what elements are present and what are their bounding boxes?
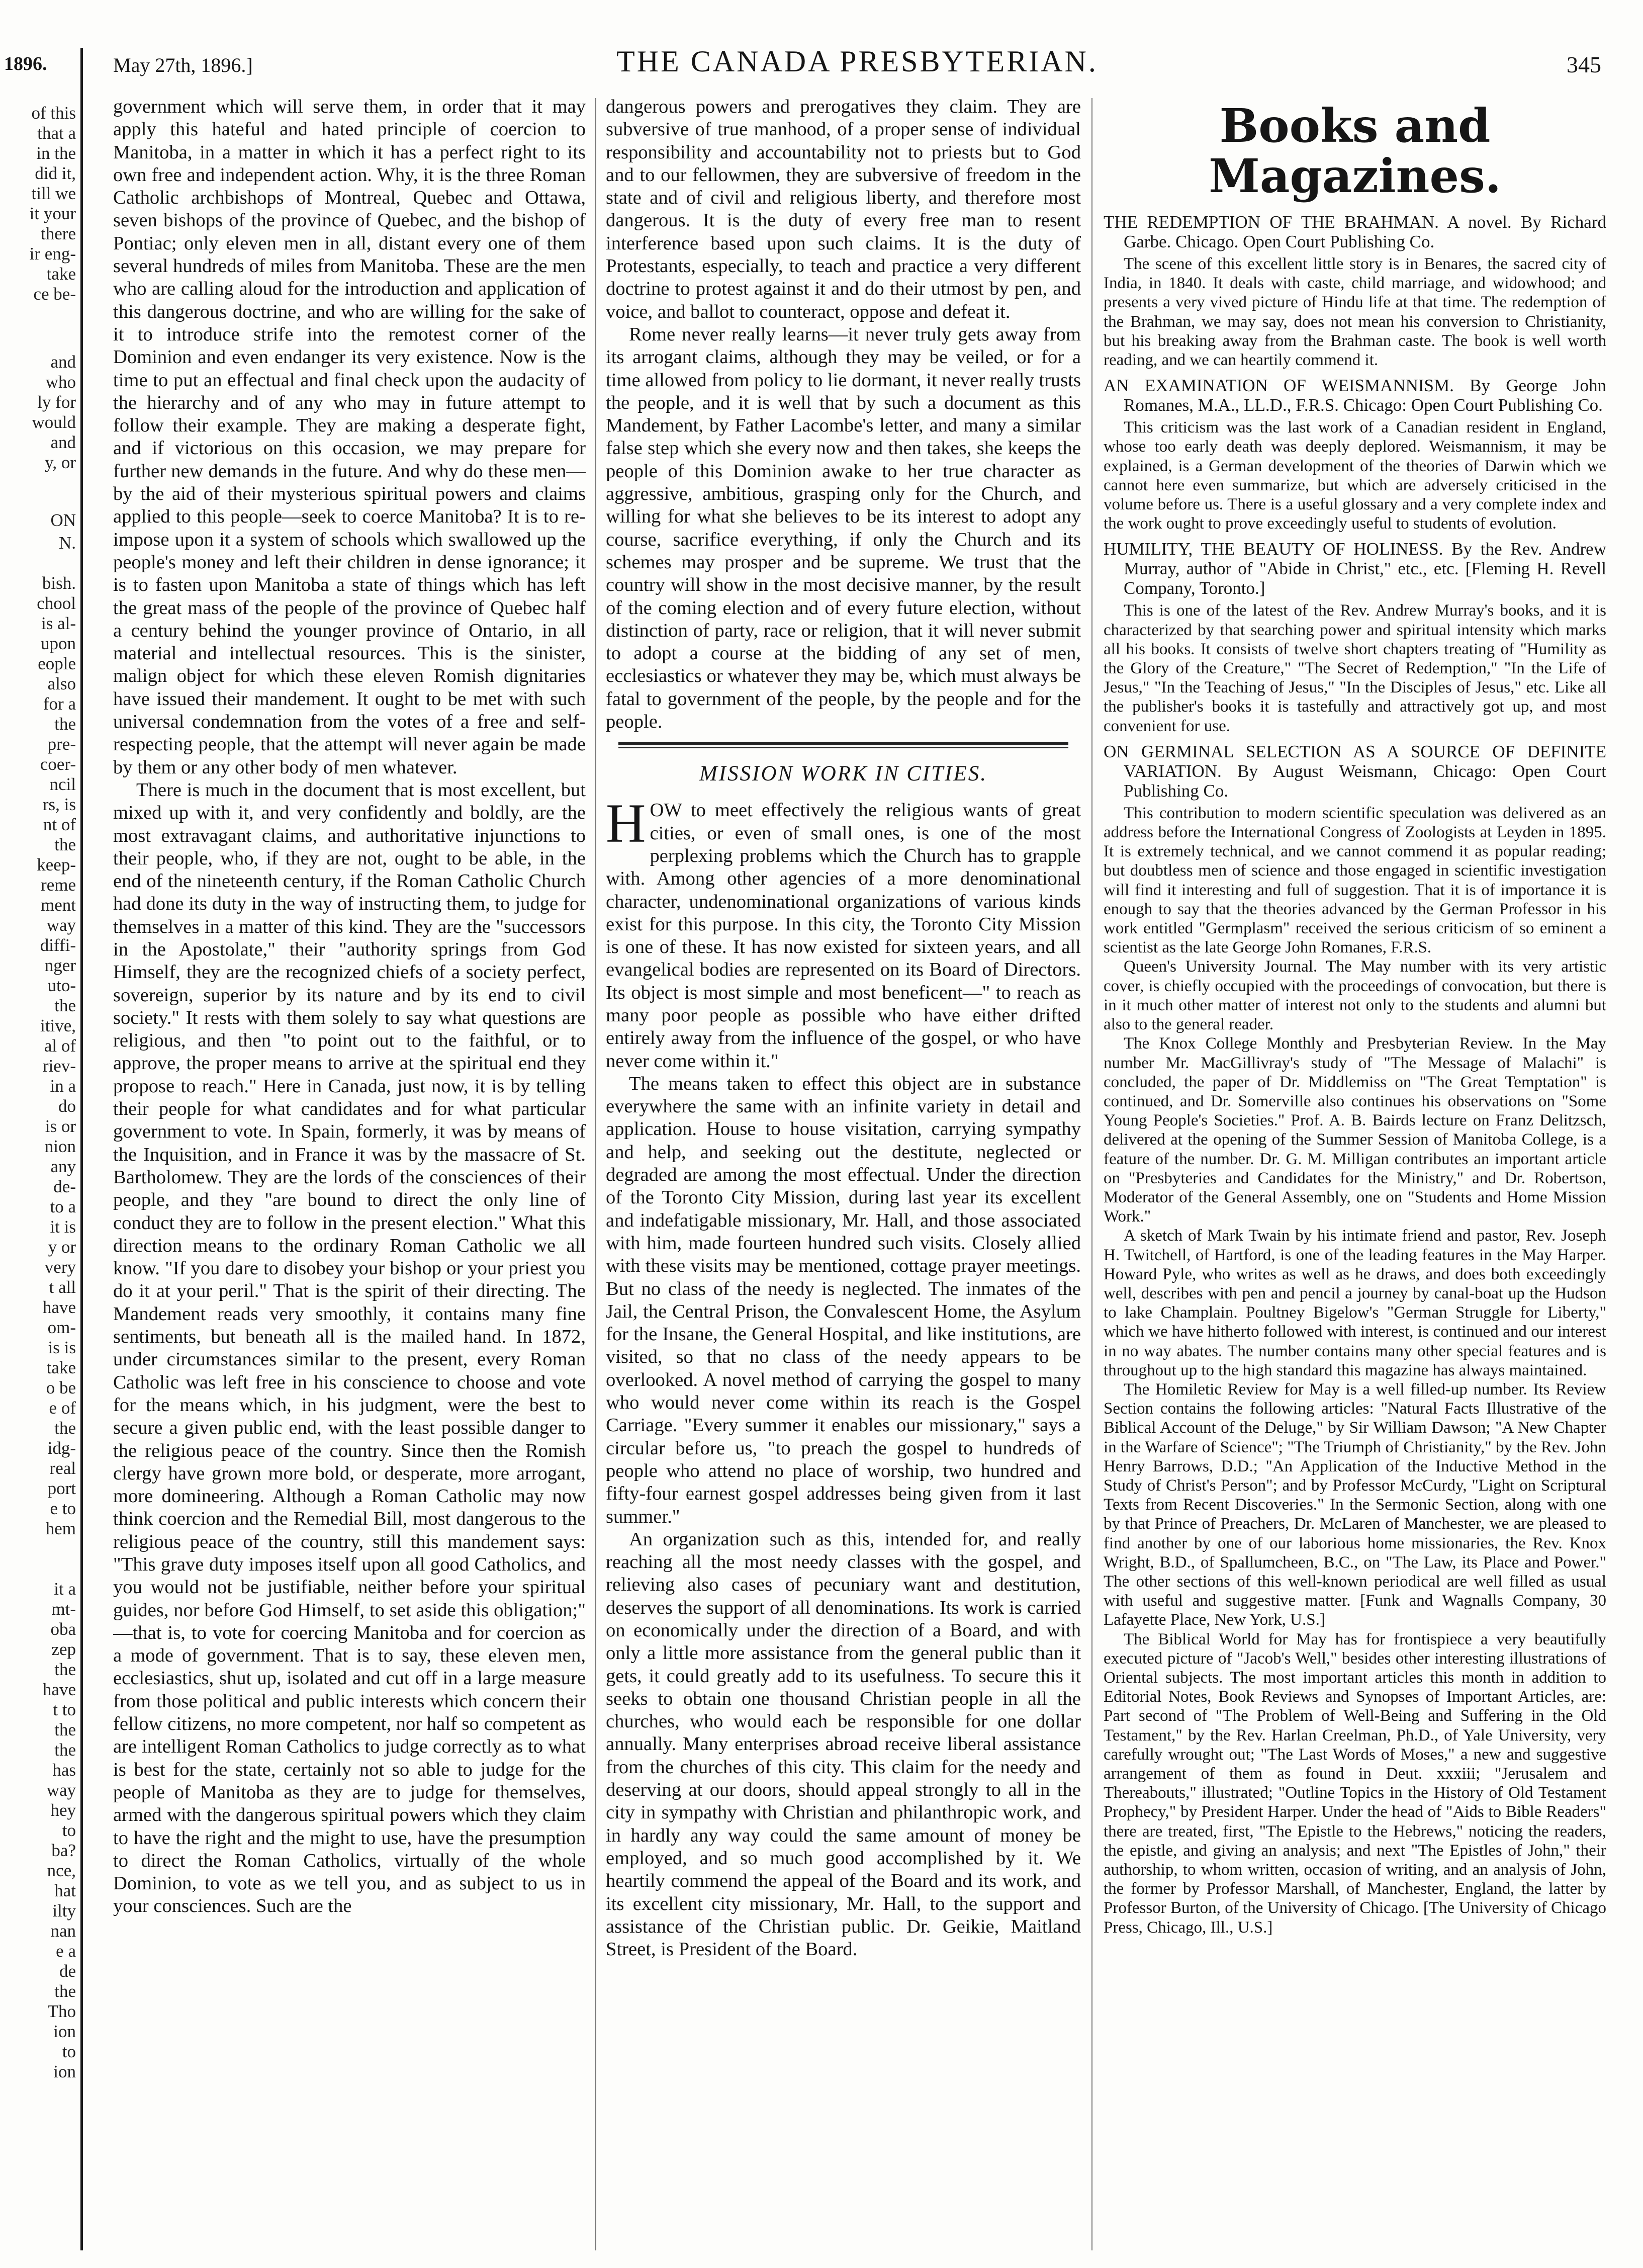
gutter-fragment: the [54, 835, 76, 854]
gutter-fragment: who [45, 372, 76, 392]
gutter-fragment: ion [53, 2022, 76, 2041]
gutter-fragment: oba [50, 1619, 76, 1639]
gutter-fragment: the [54, 1981, 76, 2001]
gutter-fragment: also [47, 674, 76, 693]
gutter-fragment: coer- [40, 754, 76, 774]
gutter-fragment: uto- [47, 976, 76, 995]
gutter-fragment: nion [44, 1137, 76, 1156]
gutter-fragment: e a [56, 1941, 76, 1961]
review-title: HUMILITY, THE BEAUTY OF HOLINESS. By the Rev. Andrew Murray, author of "Abide in Christ," etc., etc. [Fleming H. Revell Company, Toronto.] [1104, 539, 1606, 598]
article-paragraph: There is much in the document that is most excellent, but mixed up with it, and very confidently and boldly, are the most extravagant claims, and authoritative injunctions to their people, who, if they are not, ought to be able, in the end of the nineteenth century, if the Roman Catholic Church had done its duty in the way of instructing them, to judge for themselves in a matter of this kind. They are the "successors in the Apostolate," their "authority springs from God Himself, they are the recognized chiefs of a society perfect, sovereign, superior by its nature and by its end to civil society." It rests with them solely to say what questions are religious, and then "to point out to the faithful, or to approve, the proper means to arrive at the spiritual end they propose to reach." Here in Canada, just now, it is by telling their people for what candidates and for what particular government to vote. In Spain, formerly, it was by means of the Inquisition, and in France it was by the massacre of St. Bartholomew. They are the lords of the consciences of their people, and they "are bound to direct the only line of conduct they are to follow in the present election." What this direction means to the ordinary Roman Catholic we all know. "If you dare to disobey your bishop or your priest you do it at your peril." That is the spirit of their directing. The Mandement reads very smoothly, it contains many fine sentiments, but beneath all is the mailed hand. In 1872, under circumstances similar to the present, every Roman Catholic was left free in his conscience to choose and vote for the means which, in his judgment, were the best to secure a given public end, with the least possible danger to the religious peace of the country. Since then the Romish clergy have grown more bold, or desperate, more arrogant, more domineering. Although a Roman Catholic may now think coercion and the Remedial Bill, most dangerous to the religious peace of the country, still this mandement says: "This grave duty imposes itself upon all good Catholics, and you would not be justifiable, neither before your spiritual guides, nor before God Himself, to set aside this obligation;" —that is, to vote for coercing Manitoba and for coercion as a mode of government. That is to say, these eleven men, ecclesiastics, shut up, isolated and cut off in a large measure from those political and public interests which concern their fellow citizens, no more competent, nor half so competent as are intelligent Roman Catholics to judge correctly as to what is best for the state, certainly not so able to judge for the people of Manitoba as they are to judge for themselves, armed with the dangerous spiritual powers which they claim to have the right and the might to use, have the presumption to direct the Roman Catholics, virtually of the whole Dominion, to vote as we tell you, and as subject to us in your consciences. Such are the [113, 779, 586, 1917]
gutter-fragment: al of [44, 1036, 76, 1056]
gutter-fragment: o be [46, 1378, 76, 1398]
adjacent-page-gutter [0, 0, 83, 2268]
gutter-fragment: ba? [51, 1841, 76, 1860]
gutter-fragment: and [50, 432, 76, 452]
article-paragraph: government which will serve them, in order that it may apply this hateful and hated principle of coercion to Manitoba, in a matter in which it has a perfect right to its own free and independent action. Why, it is the three Roman Catholic archbishops of Montreal, Quebec and Ottawa, seven bishops of the province of Quebec, and the bishop of Pontiac; only eleven men in all, distant every one of them several hundreds of miles from Manitoba. These are the men who are calling aloud for the introduction and application of this dangerous doctrine, and who are willing for the sake of it to introduce strife into the remotest corner of the Dominion and even endanger its very existence. Now is the time to put an effectual and final check upon the audacity of the hierarchy and of any who may in future attempt to follow their example. They are making a desperate fight, and if victorious on this occasion, we may prepare for further new demands in the future. And why do these men—by the aid of their mysterious spiritual powers and claims applied to this people—seek to coerce Manitoba? It is to re-impose upon it a system of schools which swallowed up the people's money and left their children in dense ignorance; it is to fasten upon Manitoba a state of things which has left the great mass of the people of the province of Quebec half a century behind the younger province of Ontario, in all material and intellectual resources. This is the sinister, malign object for which these eleven Romish dignitaries have issued their mandement. It ought to be met with such universal condemnation from the votes of a free and self-respecting people, that the attempt will never again be made by them or any other body of men whatever. [113, 96, 586, 778]
gutter-fragment: hat [54, 1881, 76, 1900]
gutter-fragment: there [41, 224, 76, 243]
gutter-fragment: it is [50, 1217, 76, 1237]
gutter-fragment: way [46, 1780, 76, 1800]
gutter-fragment: om- [47, 1318, 76, 1337]
gutter-year: 1896. [4, 53, 47, 74]
newspaper-title: THE CANADA PRESBYTERIAN. [616, 45, 1098, 78]
gutter-fragment: till we [31, 184, 76, 203]
article-paragraph: The means taken to effect this object are in substance everywhere the same with an infinite variety in detail and application. House to house visitation, carrying sympathy and help, and seeking out the destitute, neglected or degraded are among the most effectual. Under the direction of the Toronto City Mission, during last year its excellent and indefatigable missionary, Mr. Hall, and those associated with him, made fourteen hundred such visits. Closely allied with these visits may be mentioned, cottage prayer meetings. But no class of the needy is neglected. The inmates of the Jail, the Central Prison, the Convalescent Home, the Asylum for the Insane, the General Hospital, and like institutions, are visited, so that no class of the needy appears to be overlooked. A novel method of carrying the gospel to many who would never come within its reach is the Gospel Carriage. "Every summer it enables our missionary," says a circular before us, "to preach the gospel to hundreds of people who attend no place of worship, two hundred and fifty-four earnest gospel addresses being given from it last summer." [606, 1073, 1081, 1527]
gutter-fragment: Tho [47, 2001, 76, 2021]
column-3-reviews [1104, 96, 1606, 2258]
review-paragraph: This criticism was the last work of a Canadian resident in England, whose too early death was deeply deplored. Weismannism, it may be explained, is a German development of the theories of Darwin which we cannot here even summarize, but which are adversely criticised in the volume before us. There is a useful glossary and a very complete index and the work ought to prove exceedingly useful to students of evolution. [1104, 418, 1606, 533]
gutter-fragment: the [54, 714, 76, 734]
gutter-fragment: pre- [47, 734, 76, 754]
gutter-fragment: would [32, 412, 76, 432]
review-paragraph: A sketch of Mark Twain by his intimate friend and pastor, Rev. Joseph H. Twitchell, of Hartford, is one of the leading features in the May Harper. Howard Pyle, who writes as well as he draws, and does both exceedingly well, describes with pen and pencil a journey by canal-boat up the Hudson to lake Champlain. Poultney Bigelow's "German Struggle for Liberty," which we have hitherto followed with interest, is continued and our interest in no way abates. The number contains many other special features and is throughout up to the high standard this magazine has always maintained. [1104, 1227, 1606, 1379]
review-title: THE REDEMPTION OF THE BRAHMAN. A novel. By Richard Garbe. Chicago. Open Court Publishing Co. [1104, 212, 1606, 251]
gutter-fragment: chool [37, 593, 76, 613]
gutter-fragment: did it, [35, 163, 76, 183]
issue-date: May 27th, 1896.] [113, 54, 253, 76]
gutter-fragment: that a [37, 123, 76, 143]
article-paragraph: An organization such as this, intended for, and really reaching all the most needy classes with the gospel, and relieving also cases of pecuniary want and destitution, deserves the support of all denominations. Its work is carried on economically under the direction of a Board, and with only a little more assistance from the general public than it gets, it could greatly add to its usefulness. To secure this it seeks to obtain one thousand Christian people in all the churches, who would each be responsible for one dollar annually. Many enterprises abroad receive liberal assistance from the churches of this city. This claim for the needy and deserving at our doors, should appeal strongly to all in the city in sympathy with Christian and philanthropic work, and in hardly any way could the same amount of money be employed, and so much good accomplished by it. We heartily commend the appeal of the Board and its work, and its excellent city missionary, Mr. Hall, to the support and assistance of the Christian public. Dr. Geikie, Maitland Street, is President of the Board. [606, 1528, 1081, 1960]
page-header [113, 44, 1601, 90]
gutter-fragment: ment [41, 895, 76, 915]
gutter-fragment: t to [53, 1700, 76, 1719]
gutter-fragment: take [46, 264, 76, 284]
gutter-fragment: y, or [45, 453, 76, 472]
gutter-fragment: de- [53, 1177, 76, 1196]
gutter-fragment: bish. [42, 573, 76, 593]
gutter-fragment: way [46, 915, 76, 935]
gutter-fragment: is or [45, 1116, 76, 1136]
gutter-fragment: mt- [51, 1599, 76, 1619]
gutter-fragment: e of [49, 1398, 76, 1418]
gutter-fragment: ce be- [33, 284, 76, 304]
reviews-list [1104, 212, 1606, 1937]
review-paragraph: The Homiletic Review for May is a well filled-up number. Its Review Section contains the following articles: "Natural Facts Illustrative of the Biblical Account of the Deluge," by Sir William Dawson; "A New Chapter in the Warfare of Science"; "The Triumph of Christianity," by the Rev. John Henry Barrows, D.D.; "An Application of the Inductive Method in the Study of Christ's Person"; and by Professor McCurdy, "Light on Scriptural Texts from Recent Discoveries." In the Sermonic Section, along with one by that Prince of Preachers, Dr. McLaren of Manchester, we are pleased to find another by one of our laborious home missionaries, the Rev. Knox Wright, B.D., of Spallumcheen, B.C., on "The Law, its Place and Power." The other sections of this well-known periodical are well filled as usual with useful and suggestive matter. [Funk and Wagnalls Company, 30 Lafayette Place, New York, U.S.] [1104, 1380, 1606, 1629]
review-title: AN EXAMINATION OF WEISMANNISM. By George John Romanes, M.A., LL.D., F.R.S. Chicago: Open Court Publishing Co. [1104, 376, 1606, 415]
gutter-fragment: e to [50, 1499, 76, 1518]
gutter-fragment: has [52, 1760, 76, 1780]
gutter-fragment: eople [38, 654, 76, 673]
gutter-fragment: ON [50, 510, 76, 530]
gutter-fragment: and [50, 352, 76, 372]
gutter-fragment: zep [51, 1639, 76, 1659]
gutter-fragment: in the [36, 143, 76, 163]
section-title: MISSION WORK IN CITIES. [699, 762, 987, 786]
gutter-fragment: de [59, 1961, 76, 1981]
gutter-fragment: in a [50, 1076, 76, 1096]
gutter-fragment: to a [50, 1197, 76, 1216]
gutter-fragment: do [58, 1096, 76, 1116]
gutter-fragment: N. [58, 533, 76, 553]
gutter-fragment: upon [41, 634, 76, 653]
section-rule [618, 747, 1068, 748]
gutter-fragment: hem [45, 1519, 76, 1538]
gutter-fragment: ncil [49, 774, 76, 794]
gutter-fragment: ir eng- [29, 244, 76, 264]
gutter-fragment: have [42, 1680, 76, 1699]
review-paragraph: Queen's University Journal. The May number with its very artistic cover, is chiefly occupied with the proceedings of convocation, but there is in it much other matter of interest not only to the students and alumni but also to the general reader. [1104, 957, 1606, 1034]
gutter-fragment: it your [29, 204, 76, 223]
gutter-fragment: real [49, 1458, 76, 1478]
gutter-fragment: rs, is [42, 795, 76, 814]
review-paragraph: The Knox College Monthly and Presbyterian Review. In the May number Mr. MacGillivray's study of "The Message of Malachi" is concluded, the paper of Dr. Middlemiss on "The Great Temptation" is continued, and Dr. Somerville also continues his observations on "Some Young People's Societies." Prof. A. B. Bairds lecture on Franz Delitzsch, delivered at the opening of the Summer Session of Manitoba College, is a feature of the number. Dr. G. M. Milligan contributes an important article on "Presbyteries and Candidates for the Ministry," and Dr. Robertson, Moderator of the General Assembly, one on "Students and Home Mission Work." [1104, 1034, 1606, 1226]
gutter-fragment: idg- [47, 1438, 76, 1458]
gutter-fragment: the [54, 996, 76, 1015]
gutter-fragment: to [62, 2042, 76, 2061]
gutter-fragment: is is [48, 1338, 76, 1357]
first-paragraph-text: OW to meet effectively the religious wants of great cities, or even of small ones, is one of the most perplexing problems which the Church has to grapple with. Among other agencies of a more denominational character, undenominational organizations of various kinds exist for this purpose. In this city, the Toronto City Mission is one of these. It has now existed for sixteen years, and all evangelical bodies are represented on its Board of Directors. Its object is most simple and most beneficent—" to reach as many poor people as possible who have either drifted entirely away from the influence of the gospel, or who have never come within it." [606, 800, 1081, 1072]
gutter-fragment: nger [44, 955, 76, 975]
review-paragraph: The scene of this excellent little story is in Benares, the sacred city of India, in 1840. It deals with caste, child marriage, and widowhood; and presents a very vived picture of Hindu life at that time. The redemption of the Brahman, we may say, does not mean his conversion to Christianity, but his breaking away from the Brahman caste. The book is well worth reading, and we can heartily commend it. [1104, 255, 1606, 370]
gutter-fragment: keep- [37, 855, 76, 875]
review-paragraph: This contribution to modern scientific speculation was delivered as an address before the International Congress of Zoologists at Leyden in 1895. It is extremely technical, and we cannot commend it as popular reading; but doubtless men of science and those engaged in scientific investigation will find it interesting and full of suggestion. That it is of importance it is enough to say that the theories advanced by the German Professor in his work entitled "Germplasm" received the serious criticism of so eminent a scientist as the late George John Romanes, F.R.S. [1104, 804, 1606, 957]
gutter-rule [80, 48, 83, 2250]
gutter-fragment: any [50, 1157, 76, 1176]
column-divider [1091, 98, 1092, 2250]
gutter-fragment: take [46, 1358, 76, 1377]
column-1 [113, 96, 586, 2258]
gutter-fragment: y or [48, 1237, 76, 1257]
gutter-fragment: of this [31, 103, 76, 123]
gutter-fragment: itive, [40, 1016, 76, 1035]
gutter-fragment: for a [43, 694, 76, 714]
section-heading: Books and Magazines. [1209, 99, 1501, 203]
review-paragraph: The Biblical World for May has for frontispiece a very beautifully executed picture of "Jacob's Well," besides other interesting illustrations of Oriental subjects. The most important articles this month in addition to Editorial Notes, Book Reviews and Synopses of Important Articles, are: Part second of "The Problem of Well-Being and Suffering in the Old Testament," by the Rev. Harlan Creelman, Ph.D., of Yale University, very carefully wrought out; "The Last Words of Moses," a new and suggestive arrangement of them as found in Deut. xxxiii; "Jerusalem and Thereabouts," illustrated; "Outline Topics in the History of Old Testament Prophecy," by President Harper. Under the head of "Aids to Bible Readers" there are treated, first, "The Epistle to the Hebrews," noticing the readers, the epistle, and giving an analysis; and next "The Epistles of John," their authorship, to whom written, occasion of writing, and an analysis of John, the former by Professor Marshall, of Manchester, England, the latter by Professor Burton, of the University of Chicago. [The University of Chicago Press, Chicago, Ill., U.S.] [1104, 1630, 1606, 1937]
article-paragraph: Rome never really learns—it never truly gets away from its arrogant claims, although they may be veiled, or for a time allowed from policy to lie dormant, it never really trusts the people, and it is well that by such a document as this Mandement, by Father Lacombe's letter, and many a similar false step which she every now and then takes, she keeps the people of this Dominion awake to her true character as aggressive, ambitious, grasping only for the Church, and willing for what she believes to be its interest to adopt any course, sacrifice everything, if only the Church and its schemes may prosper and be supreme. We trust that the country will show in the most decisive manner, by the result of the coming election and of every future election, without distinction of party, race or religion, that it will never submit to adopt a course at the bidding of any set of men, ecclesiastics or whatever they may be, which must always be fatal to government of the people, by the people and for the people. [606, 323, 1081, 733]
gutter-fragment: the [54, 1740, 76, 1760]
gutter-fragment: port [47, 1478, 76, 1498]
column-2 [606, 96, 1081, 2258]
gutter-fragment: nce, [47, 1861, 76, 1880]
column-divider [595, 98, 596, 2250]
gutter-fragment: very [44, 1257, 76, 1277]
gutter-fragment: is al- [41, 614, 76, 633]
gutter-fragment: nt of [43, 815, 76, 834]
review-title: ON GERMINAL SELECTION AS A SOURCE OF DEFINITE VARIATION. By August Weismann, Chicago: Open Court Publishing Co. [1104, 741, 1606, 801]
gutter-fragment: the [54, 1660, 76, 1679]
review-paragraph: This is one of the latest of the Rev. Andrew Murray's books, and it is characterized by that searching power and spiritual intensity which marks all his books. It consists of twelve short chapters treating of "Humility as the Glory of the Creature," "The Secret of Redemption," "In the Life of Jesus," "In the Teaching of Jesus," "In the Disciples of Jesus," etc. Like all the publisher's books it is tastefully and attractively got up, and most convenient for use. [1104, 601, 1606, 735]
gutter-fragment: nan [50, 1921, 76, 1941]
section-rule [618, 742, 1068, 745]
gutter-fragment: diffi- [40, 935, 76, 955]
gutter-fragment: ly for [37, 392, 76, 412]
gutter-fragment: the [54, 1418, 76, 1438]
article-paragraph: dangerous powers and prerogatives they claim. They are subversive of true manhood, of a proper sense of individual responsibility and accountability not to priests but to God and to our fellowmen, they are subversive of freedom in the state and of civil and religious liberty, and therefore most dangerous. It is the duty of every free man to resent interference based upon such claims. It is the duty of Protestants, especially, to teach and practice a very different doctrine to protest against it and do their utmost by pen, and voice, and ballot to counteract, oppose and defeat it. [606, 96, 1081, 322]
article-paragraph [606, 793, 1081, 1073]
gutter-fragment: hey [50, 1800, 76, 1820]
page-number: 345 [1567, 52, 1601, 77]
gutter-fragment: to [62, 1820, 76, 1840]
gutter-fragment: ion [53, 2062, 76, 2081]
gutter-fragment: the [54, 1720, 76, 1739]
gutter-fragment: reme [41, 875, 76, 895]
drop-cap: H [606, 793, 646, 854]
gutter-fragment: t all [49, 1277, 76, 1297]
gutter-fragment: ilty [52, 1901, 76, 1921]
gutter-fragment: it a [54, 1579, 76, 1599]
gutter-fragment: have [42, 1297, 76, 1317]
gutter-fragment: riev- [42, 1056, 76, 1076]
